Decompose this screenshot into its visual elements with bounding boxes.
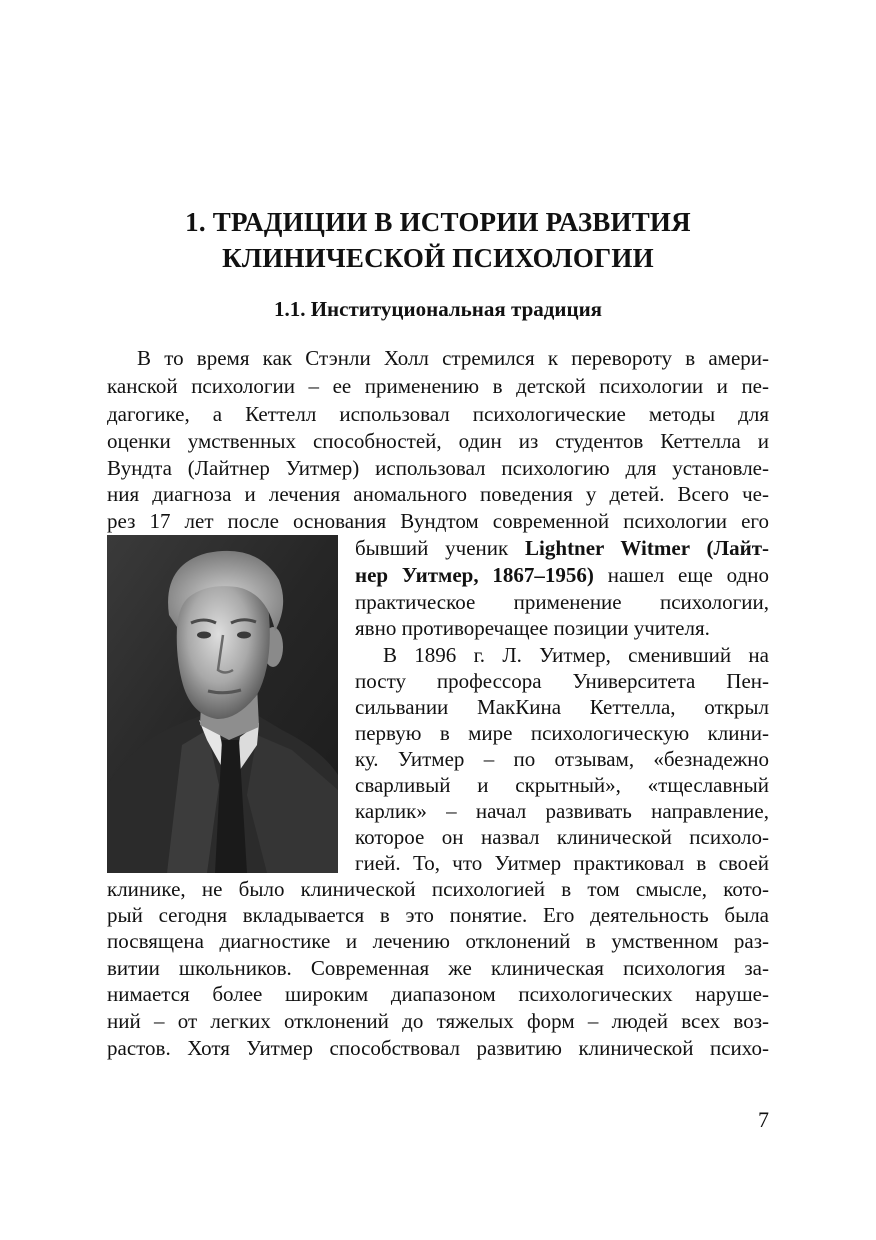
paragraph-line: Вундта (Лайтнер Уитмер) использовал психологию для установле- bbox=[107, 456, 769, 480]
paragraph-line: ния диагноза и лечения аномального поведения у детей. Всего че- bbox=[107, 482, 769, 506]
page-number: 7 bbox=[758, 1107, 769, 1132]
paragraph-line: ку. Уитмер – по отзывам, «безнадежно bbox=[355, 747, 769, 771]
paragraph-line: нимается более широким диапазоном психологических наруше- bbox=[107, 982, 769, 1006]
paragraph-line: рый сегодня вкладывается в это понятие. Его деятельность была bbox=[107, 903, 769, 927]
paragraph-line bbox=[355, 562, 769, 589]
paragraph-line: практическое применение психологии, bbox=[355, 590, 769, 614]
paragraph-line: сильвании МакКина Кеттелла, открыл bbox=[355, 695, 769, 719]
paragraph-line: дагогике, а Кеттелл использовал психологические методы для bbox=[107, 402, 769, 426]
paragraph-line: оценки умственных способностей, один из студентов Кеттелла и bbox=[107, 429, 769, 453]
paragraph-line: посту профессора Университета Пен- bbox=[355, 669, 769, 693]
chapter-title-line-2: КЛИНИЧЕСКОЙ ПСИХОЛОГИИ bbox=[222, 243, 654, 273]
paragraph-line bbox=[355, 535, 769, 562]
paragraph-line: канской психологии – ее применению в детской психологии и пе- bbox=[107, 374, 769, 398]
paragraph-line: явно противоречащее позиции учителя. bbox=[355, 616, 710, 640]
paragraph-text: бывший ученик bbox=[355, 536, 526, 560]
paragraph-line: которое он назвал клинической психоло- bbox=[355, 825, 769, 849]
person-name-bold: Lightner Witmer (Лайт- bbox=[525, 536, 769, 560]
paragraph-line: карлик» – начал развивать направление, bbox=[355, 799, 769, 823]
paragraph-line: витии школьников. Современная же клиническая психология за- bbox=[107, 956, 769, 980]
section-title: 1.1. Институциональная традиция bbox=[273, 297, 603, 321]
paragraph-line: рез 17 лет после основания Вундтом современной психологии его bbox=[107, 509, 769, 533]
paragraph-line: первую в мире психологическую клини- bbox=[355, 721, 769, 745]
paragraph-line: сварливый и скрытный», «тщеславный bbox=[355, 773, 769, 797]
paragraph-line: гией. То, что Уитмер практиковал в своей bbox=[355, 851, 769, 875]
paragraph-line: посвящена диагностике и лечению отклонений в умственном раз- bbox=[107, 929, 769, 953]
paragraph-line: В то время как Стэнли Холл стремился к перевороту в амери- bbox=[137, 346, 769, 370]
paragraph-line: растов. Хотя Уитмер способствовал развитию клинической психо- bbox=[107, 1036, 769, 1060]
paragraph-text: нашел еще одно bbox=[593, 563, 769, 587]
paragraph-line: ний – от легких отклонений до тяжелых форм – людей всех воз- bbox=[107, 1009, 769, 1033]
chapter-title-line-1: 1. ТРАДИЦИИ В ИСТОРИИ РАЗВИТИЯ bbox=[185, 207, 691, 237]
person-name-bold: нер Уитмер, 1867–1956) bbox=[355, 563, 594, 587]
portrait-photo-witmer bbox=[107, 535, 338, 873]
chapter-title bbox=[107, 204, 769, 276]
portrait-illustration bbox=[107, 535, 338, 873]
paragraph-line: клинике, не было клинической психологией в том смысле, кото- bbox=[107, 877, 769, 901]
paragraph-line: В 1896 г. Л. Уитмер, сменивший на bbox=[383, 643, 769, 667]
